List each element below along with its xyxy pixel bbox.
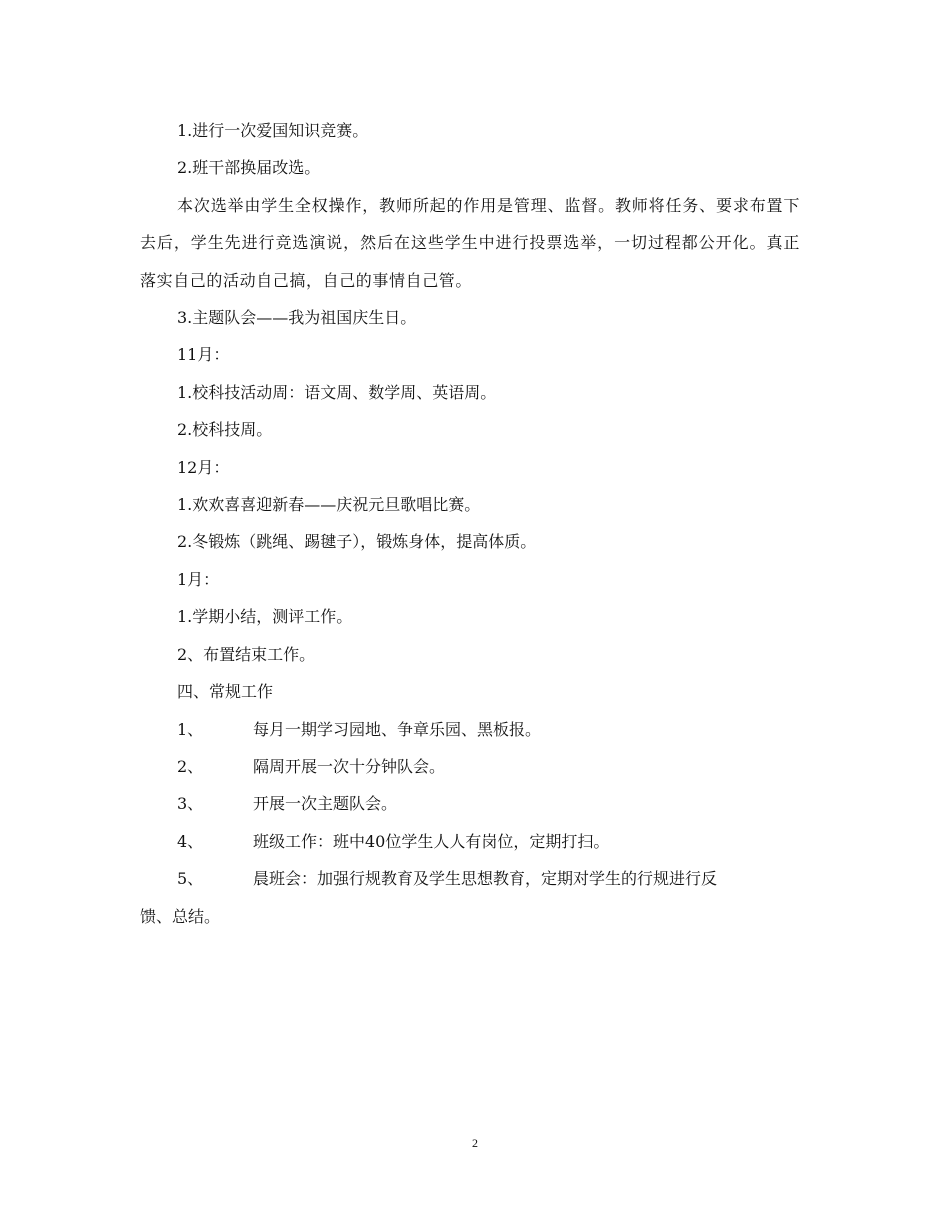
routine-item-text: 班级工作：班中40位学生人人有岗位，定期打扫。 bbox=[253, 831, 610, 851]
routine-item-number: 5、 bbox=[177, 869, 204, 889]
month-heading: 12月： bbox=[177, 457, 230, 477]
text-line: 1.欢欢喜喜迎新春——庆祝元旦歌唱比赛。 bbox=[177, 495, 481, 515]
text-line: 2.校科技周。 bbox=[177, 420, 273, 440]
routine-item-continuation: 馈、总结。 bbox=[140, 906, 221, 926]
routine-item bbox=[140, 785, 800, 822]
document-body bbox=[140, 112, 800, 935]
text-line: 1.进行一次爱国知识竞赛。 bbox=[177, 121, 369, 140]
routine-item-text: 开展一次主题队会。 bbox=[253, 794, 398, 814]
routine-item bbox=[140, 748, 800, 785]
month-heading: 1月： bbox=[177, 569, 220, 589]
routine-item-number: 3、 bbox=[177, 794, 204, 814]
election-paragraph: 本次选举由学生全权操作，教师所起的作用是管理、监督。教师将任务、要求布置下去后，学生先进行竞选演说，然后在这些学生中进行投票选举，一切过程都公开化。真正落实自己的活动自己搞，自己的事情自己管。 bbox=[140, 195, 800, 290]
section-heading: 四、常规工作 bbox=[177, 682, 274, 702]
text-line: 1.学期小结，测评工作。 bbox=[177, 607, 353, 627]
page-number: 2 bbox=[472, 1136, 478, 1150]
routine-item bbox=[140, 823, 800, 860]
text-line: 2.冬锻炼（跳绳、踢毽子），锻炼身体，提高体质。 bbox=[177, 532, 537, 552]
text-line: 2.班干部换届改选。 bbox=[177, 158, 321, 178]
routine-item-text: 晨班会：加强行规教育及学生思想教育，定期对学生的行规进行反 bbox=[253, 869, 718, 889]
text-line: 3.主题队会——我为祖国庆生日。 bbox=[177, 308, 417, 328]
text-line: 2、布置结束工作。 bbox=[177, 644, 316, 664]
routine-item-number: 1、 bbox=[177, 719, 204, 739]
routine-item-text: 隔周开展一次十分钟队会。 bbox=[253, 756, 446, 776]
routine-item-number: 2、 bbox=[177, 756, 204, 776]
routine-item-text: 每月一期学习园地、争章乐园、黑板报。 bbox=[253, 719, 542, 739]
month-heading: 11月： bbox=[177, 345, 230, 365]
routine-item bbox=[140, 711, 800, 748]
routine-item bbox=[140, 860, 800, 897]
routine-item-number: 4、 bbox=[177, 831, 204, 851]
text-line: 1.校科技活动周：语文周、数学周、英语周。 bbox=[177, 382, 497, 402]
